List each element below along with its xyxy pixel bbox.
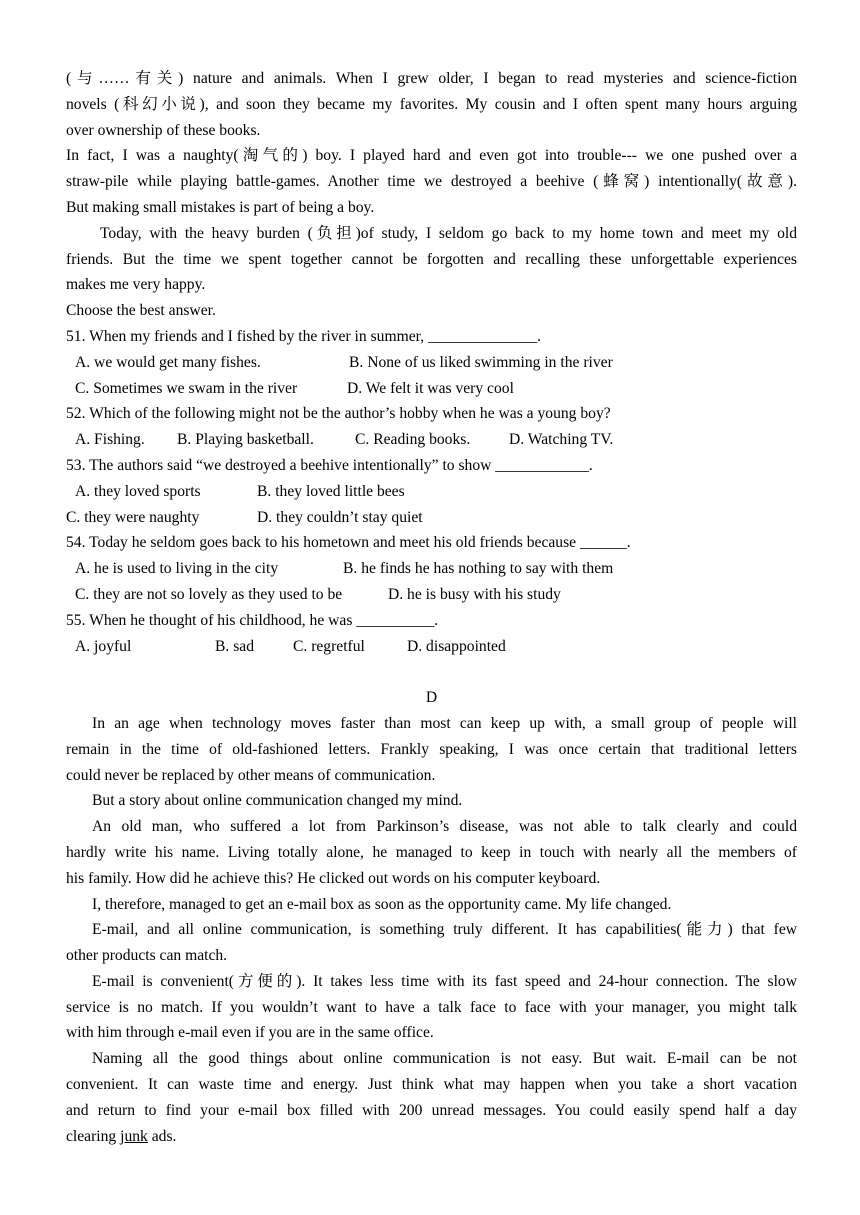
question-stem: 52. Which of the following might not be the author’s hobby when he was a young boy? (66, 405, 611, 423)
passage-c-line: straw-pile while playing battle-games. Another time we destroyed a beehive (蜂窝) intentionally(故意). (66, 173, 797, 191)
passage-c-line: over ownership of these books. (66, 121, 261, 139)
passage-d-line: In an age when technology moves faster than most can keep up with, a small group of people will (92, 714, 797, 732)
passage-d-line: An old man, who suffered a lot from Parkinson’s disease, was not able to talk clearly and could (92, 818, 797, 836)
passage-c-line: novels (科幻小说), and soon they became my favorites. My cousin and I often spent many hours arguing (66, 95, 797, 113)
passage-d-line: other products can match. (66, 947, 228, 965)
option-c: C. Sometimes we swam in the river (75, 379, 298, 397)
passage-d-line: Naming all the good things about online communication is not easy. But wait. E-mail can be not (92, 1050, 797, 1068)
option-a: A. Fishing. (75, 431, 145, 449)
passage-heading: D (425, 689, 438, 707)
option-c: C. regretful (293, 637, 365, 655)
option-row (66, 350, 797, 376)
passage-d-line: convenient. It can waste time and energy. Just think what may happen when you take a short vacation (66, 1076, 797, 1094)
passage-c-line: makes me very happy. (66, 276, 206, 294)
passage-d-line: service is no match. If you wouldn’t want to have a talk face to face with your manager, you might talk (66, 998, 797, 1016)
option-d: D. We felt it was very cool (347, 379, 514, 397)
option-row (66, 505, 797, 531)
text-segment: ads. (147, 1127, 177, 1145)
option-c: C. Reading books. (355, 431, 471, 449)
option-d: D. they couldn’t stay quiet (257, 508, 423, 526)
underlined-word: junk (120, 1127, 148, 1145)
option-d: D. he is busy with his study (388, 585, 561, 603)
option-a: A. they loved sports (75, 482, 201, 500)
passage-d-line: and return to find your e-mail box filled with 200 unread messages. You could easily spend half a day (66, 1101, 797, 1119)
option-row (66, 427, 797, 453)
passage-c-line: But making small mistakes is part of being a boy. (66, 198, 375, 216)
instruction-text: Choose the best answer. (66, 302, 216, 320)
option-d: D. Watching TV. (509, 431, 614, 449)
question-stem: 55. When he thought of his childhood, he was __________. (66, 611, 439, 629)
option-row (66, 556, 797, 582)
blank-line (66, 659, 797, 685)
option-b: B. they loved little bees (257, 482, 405, 500)
passage-d-line: with him through e-mail even if you are in the same office. (66, 1024, 434, 1042)
question-stem: 53. The authors said “we destroyed a beehive intentionally” to show ____________. (66, 456, 593, 474)
option-row (66, 634, 797, 660)
passage-d-line: I, therefore, managed to get an e-mail box as soon as the opportunity came. My life changed. (92, 895, 672, 913)
option-b: B. None of us liked swimming in the river (349, 353, 613, 371)
passage-d-line: E-mail, and all online communication, is something truly different. It has capabilities(能力) that few (92, 921, 797, 939)
passage-d-line: hardly write his name. Living totally alone, he managed to keep in touch with nearly all the members of (66, 843, 797, 861)
document-page (66, 66, 797, 1149)
option-a: A. joyful (75, 637, 132, 655)
question-stem: 51. When my friends and I fished by the river in summer, ______________. (66, 327, 542, 345)
passage-d-line: his family. How did he achieve this? He clicked out words on his computer keyboard. (66, 869, 601, 887)
passage-c-line: In fact, I was a naughty(淘气的) boy. I played hard and even got into trouble--- we one pushed over a (66, 147, 797, 165)
question-stem: 54. Today he seldom goes back to his hometown and meet his old friends because ______. (66, 534, 631, 552)
option-c: C. they are not so lovely as they used to be (75, 585, 343, 603)
passage-c-line: friends. But the time we spent together cannot be forgotten and recalling these unforgettable experiences (66, 250, 797, 268)
text-segment: clearing (66, 1127, 121, 1145)
option-a: A. we would get many fishes. (75, 353, 261, 371)
option-row (66, 479, 797, 505)
passage-d-line: But a story about online communication changed my mind. (92, 792, 463, 810)
option-b: B. he finds he has nothing to say with them (343, 560, 614, 578)
option-b: B. Playing basketball. (177, 431, 314, 449)
option-a: A. he is used to living in the city (75, 560, 279, 578)
passage-d-last-line (66, 1124, 797, 1150)
option-d: D. disappointed (407, 637, 506, 655)
option-row (66, 376, 797, 402)
passage-c-line: Today, with the heavy burden (负担)of study, I seldom go back to my home town and meet my old (100, 224, 797, 242)
passage-d-line: could never be replaced by other means of communication. (66, 766, 436, 784)
option-c: C. they were naughty (66, 508, 200, 526)
passage-d-line: E-mail is convenient(方便的). It takes less time with its fast speed and 24-hour connection. The slow (92, 972, 797, 990)
option-b: B. sad (215, 637, 254, 655)
option-row (66, 582, 797, 608)
passage-c-line: (与……有关) nature and animals. When I grew older, I began to read mysteries and science-fiction (66, 70, 797, 87)
passage-d-line: remain in the time of old-fashioned letters. Frankly speaking, I was once certain that traditional letters (66, 740, 797, 758)
